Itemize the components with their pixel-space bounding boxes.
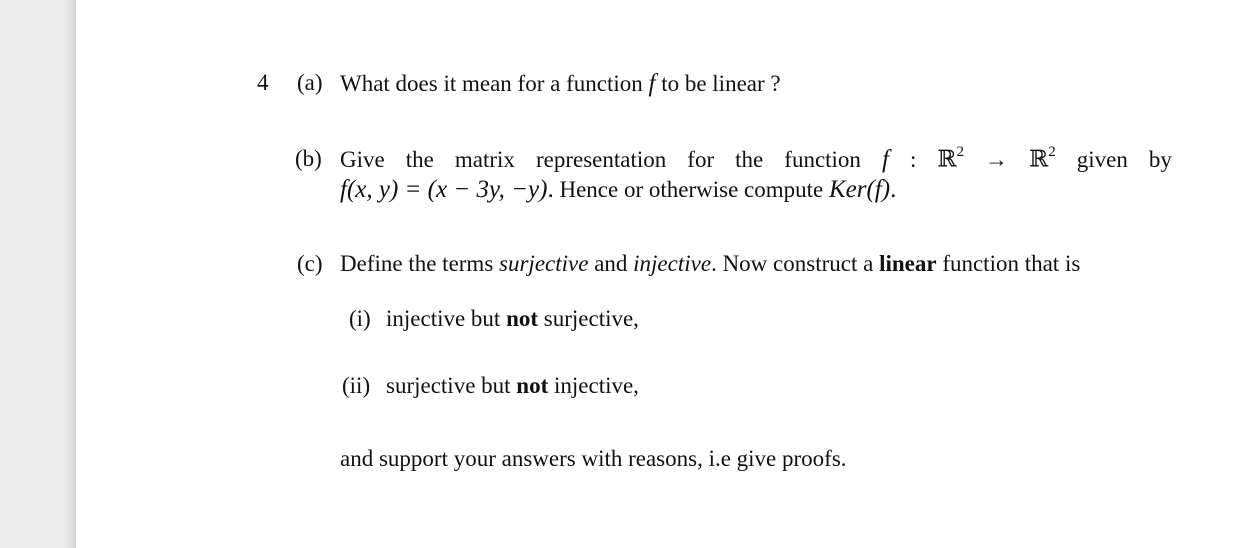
- kernel-period: .: [890, 176, 897, 203]
- part-a-text-after: to be linear ?: [661, 71, 781, 96]
- domain-set-symbol: ℝ: [937, 147, 957, 173]
- function-formula: f(x, y) = (x − 3y, −y): [340, 176, 548, 203]
- codomain-set: [1029, 146, 1056, 173]
- emphasis-linear: linear: [879, 251, 937, 276]
- question-number: 4: [257, 70, 269, 95]
- part-b-word: matrix: [454, 147, 515, 172]
- domain-exponent: 2: [956, 144, 964, 161]
- part-a-symbol-f: f: [648, 70, 656, 97]
- sub-item-ii-before: surjective but: [386, 373, 511, 398]
- part-b-word: given: [1076, 147, 1128, 172]
- sub-item-i-after: surjective,: [543, 306, 639, 331]
- domain-set: [937, 146, 964, 173]
- part-b-word: for: [687, 147, 715, 172]
- part-c-text: [340, 251, 1080, 277]
- sub-item-i-emphasis: not: [506, 306, 539, 331]
- part-c-text-3: . Now construct a: [711, 251, 874, 276]
- part-c-text-4: function that is: [942, 251, 1081, 276]
- part-b-line-2: [340, 176, 896, 204]
- sub-item-ii-emphasis: not: [516, 373, 549, 398]
- part-b-word: representation: [535, 147, 667, 172]
- part-c-text-1: Define the terms: [340, 251, 494, 276]
- sub-item-ii-label: (ii): [342, 373, 371, 398]
- term-injective: injective: [633, 251, 712, 276]
- part-b-word: the: [735, 147, 764, 172]
- document-page: [76, 0, 1251, 548]
- part-a-label: (a): [297, 70, 323, 95]
- part-b-label: (b): [295, 146, 322, 171]
- part-b-line-1: [340, 146, 1172, 174]
- part-b-word: by: [1148, 147, 1172, 172]
- part-c-label: (c): [297, 251, 323, 276]
- codomain-set-symbol: ℝ: [1029, 147, 1049, 173]
- part-b-line-2-text: Hence or otherwise compute: [559, 177, 824, 202]
- map-arrow: →: [985, 147, 1009, 172]
- codomain-exponent: 2: [1048, 144, 1056, 161]
- term-surjective: surjective: [499, 251, 589, 276]
- part-c-text-2: and: [594, 251, 628, 276]
- part-a-text: [340, 70, 781, 98]
- page-shadow: [62, 0, 76, 548]
- map-function-f: f: [881, 146, 889, 173]
- sub-item-ii-after: injective,: [554, 373, 639, 398]
- formula-period: .: [547, 176, 554, 203]
- part-a-text-before: What does it mean for a function: [340, 71, 643, 96]
- part-b-word: Give: [340, 147, 385, 172]
- sub-item-i-before: injective but: [386, 306, 501, 331]
- map-colon: :: [909, 147, 917, 172]
- sub-item-ii-text: [386, 373, 639, 399]
- kernel-expression: Ker(f): [828, 176, 891, 203]
- part-b-word: function: [784, 147, 861, 172]
- part-b-word: the: [405, 147, 434, 172]
- sub-item-i-text: [386, 306, 639, 332]
- closing-instruction: and support your answers with reasons, i.e give proofs.: [340, 446, 847, 471]
- sub-item-i-label: (i): [349, 306, 371, 331]
